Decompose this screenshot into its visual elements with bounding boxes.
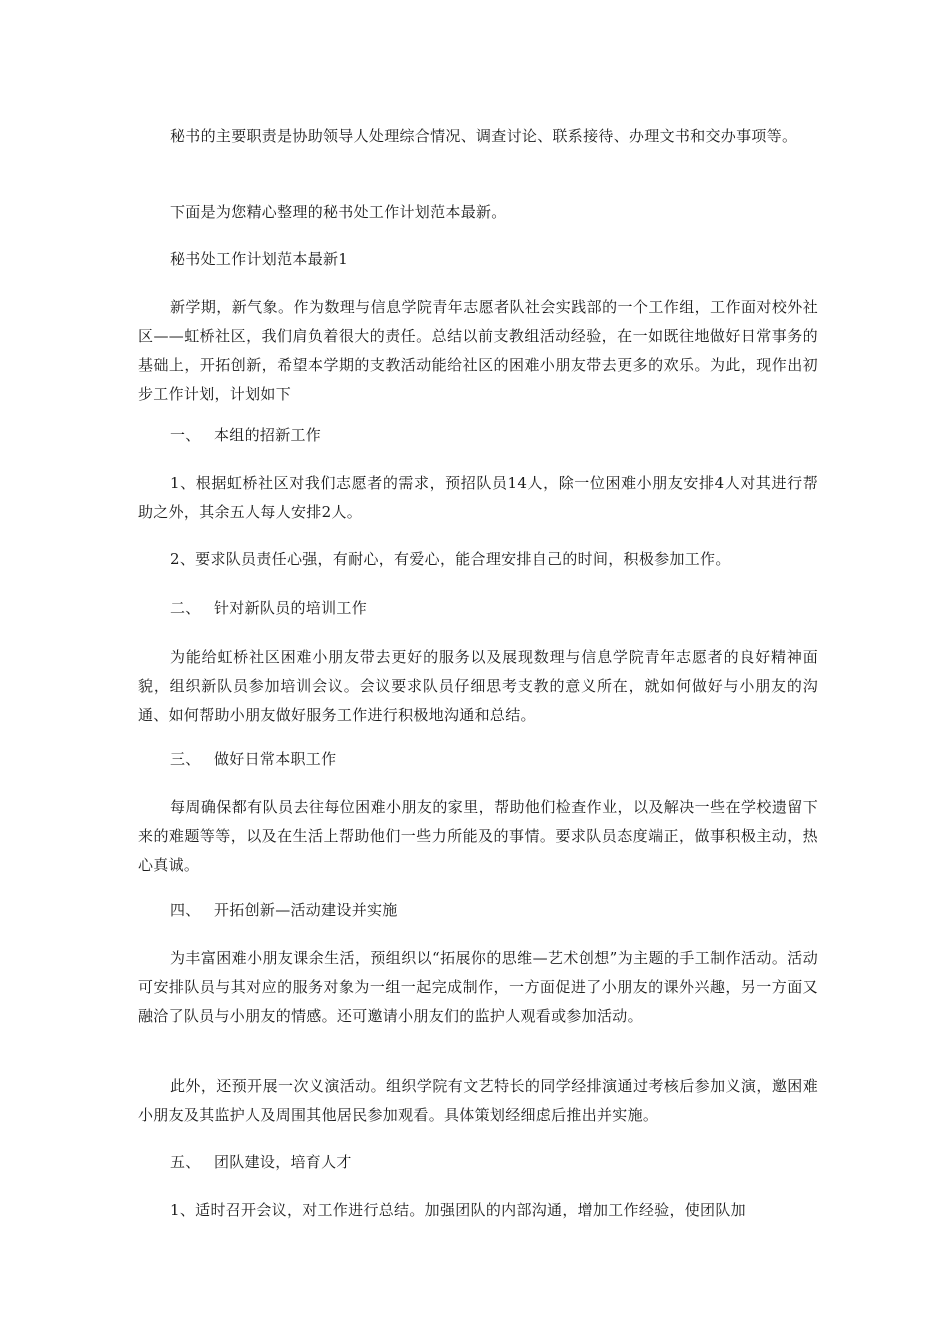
section-4-paragraph-1: 为丰富困难小朋友课余生活，预组织以“拓展你的思维—艺术创想”为主题的手工制作活动。活动可安排队员与其对应的服务对象为一组一起完成制作，一方面促进了小朋友的课外兴趣，另一方面又融洽了队员与小朋友的情感。还可邀请小朋友们的监护人观看或参加活动。 bbox=[138, 949, 818, 1025]
intro-paragraph-1: 秘书的主要职责是协助领导人处理综合情况、调查讨论、联系接待、办理文书和交办事项等。 bbox=[170, 127, 798, 145]
section-heading-2 bbox=[170, 594, 367, 623]
section-number: 五、 bbox=[170, 1153, 201, 1171]
section-number: 一、 bbox=[170, 426, 201, 444]
section-title: 针对新队员的培训工作 bbox=[214, 599, 368, 617]
intro-paragraph-2: 下面是为您精心整理的秘书处工作计划范本最新。 bbox=[170, 203, 507, 221]
section-1-paragraph-2: 2、要求队员责任心强，有耐心，有爱心，能合理安排自己的时间，积极参加工作。 bbox=[170, 550, 731, 568]
opening-paragraph: 新学期，新气象。作为数理与信息学院青年志愿者队社会实践部的一个工作组，工作面对校外社区——虹桥社区，我们肩负着很大的责任。总结以前支教组活动经验，在一如既往地做好日常事务的基础上，开拓创新，希望本学期的支教活动能给社区的困难小朋友带去更多的欢乐。为此，现作出初步工作计划，计划如下 bbox=[138, 298, 818, 403]
section-heading-4 bbox=[170, 896, 398, 925]
section-heading-3 bbox=[170, 745, 336, 774]
section-4-paragraph-2: 此外，还预开展一次义演活动。组织学院有文艺特长的同学经排演通过考核后参加义演，邀困难小朋友及其监护人及周围其他居民参加观看。具体策划经细虑后推出并实施。 bbox=[138, 1077, 818, 1124]
section-5-paragraph-1: 1、适时召开会议，对工作进行总结。加强团队的内部沟通，增加工作经验，使团队加 bbox=[170, 1201, 746, 1219]
section-title: 做好日常本职工作 bbox=[214, 750, 337, 768]
section-number: 二、 bbox=[170, 599, 201, 617]
document-title: 秘书处工作计划范本最新1 bbox=[170, 250, 349, 268]
section-number: 三、 bbox=[170, 750, 201, 768]
section-heading-1 bbox=[170, 421, 321, 450]
section-2-paragraph-1: 为能给虹桥社区困难小朋友带去更好的服务以及展现数理与信息学院青年志愿者的良好精神面貌，组织新队员参加培训会议。会议要求队员仔细思考支教的意义所在，就如何做好与小朋友的沟通、如何帮助小朋友做好服务工作进行积极地沟通和总结。 bbox=[138, 648, 818, 724]
section-heading-5 bbox=[170, 1148, 352, 1177]
section-3-paragraph-1: 每周确保都有队员去往每位困难小朋友的家里，帮助他们检查作业，以及解决一些在学校遗留下来的难题等等，以及在生活上帮助他们一些力所能及的事情。要求队员态度端正，做事积极主动，热心真诚。 bbox=[138, 798, 818, 874]
section-number: 四、 bbox=[170, 901, 201, 919]
section-title: 开拓创新—活动建设并实施 bbox=[214, 901, 398, 919]
section-1-paragraph-1: 1、根据虹桥社区对我们志愿者的需求，预招队员14人，除一位困难小朋友安排4人对其进行帮助之外，其余五人每人安排2人。 bbox=[138, 474, 818, 521]
section-title: 本组的招新工作 bbox=[214, 426, 322, 444]
section-title: 团队建设，培育人才 bbox=[214, 1153, 352, 1171]
